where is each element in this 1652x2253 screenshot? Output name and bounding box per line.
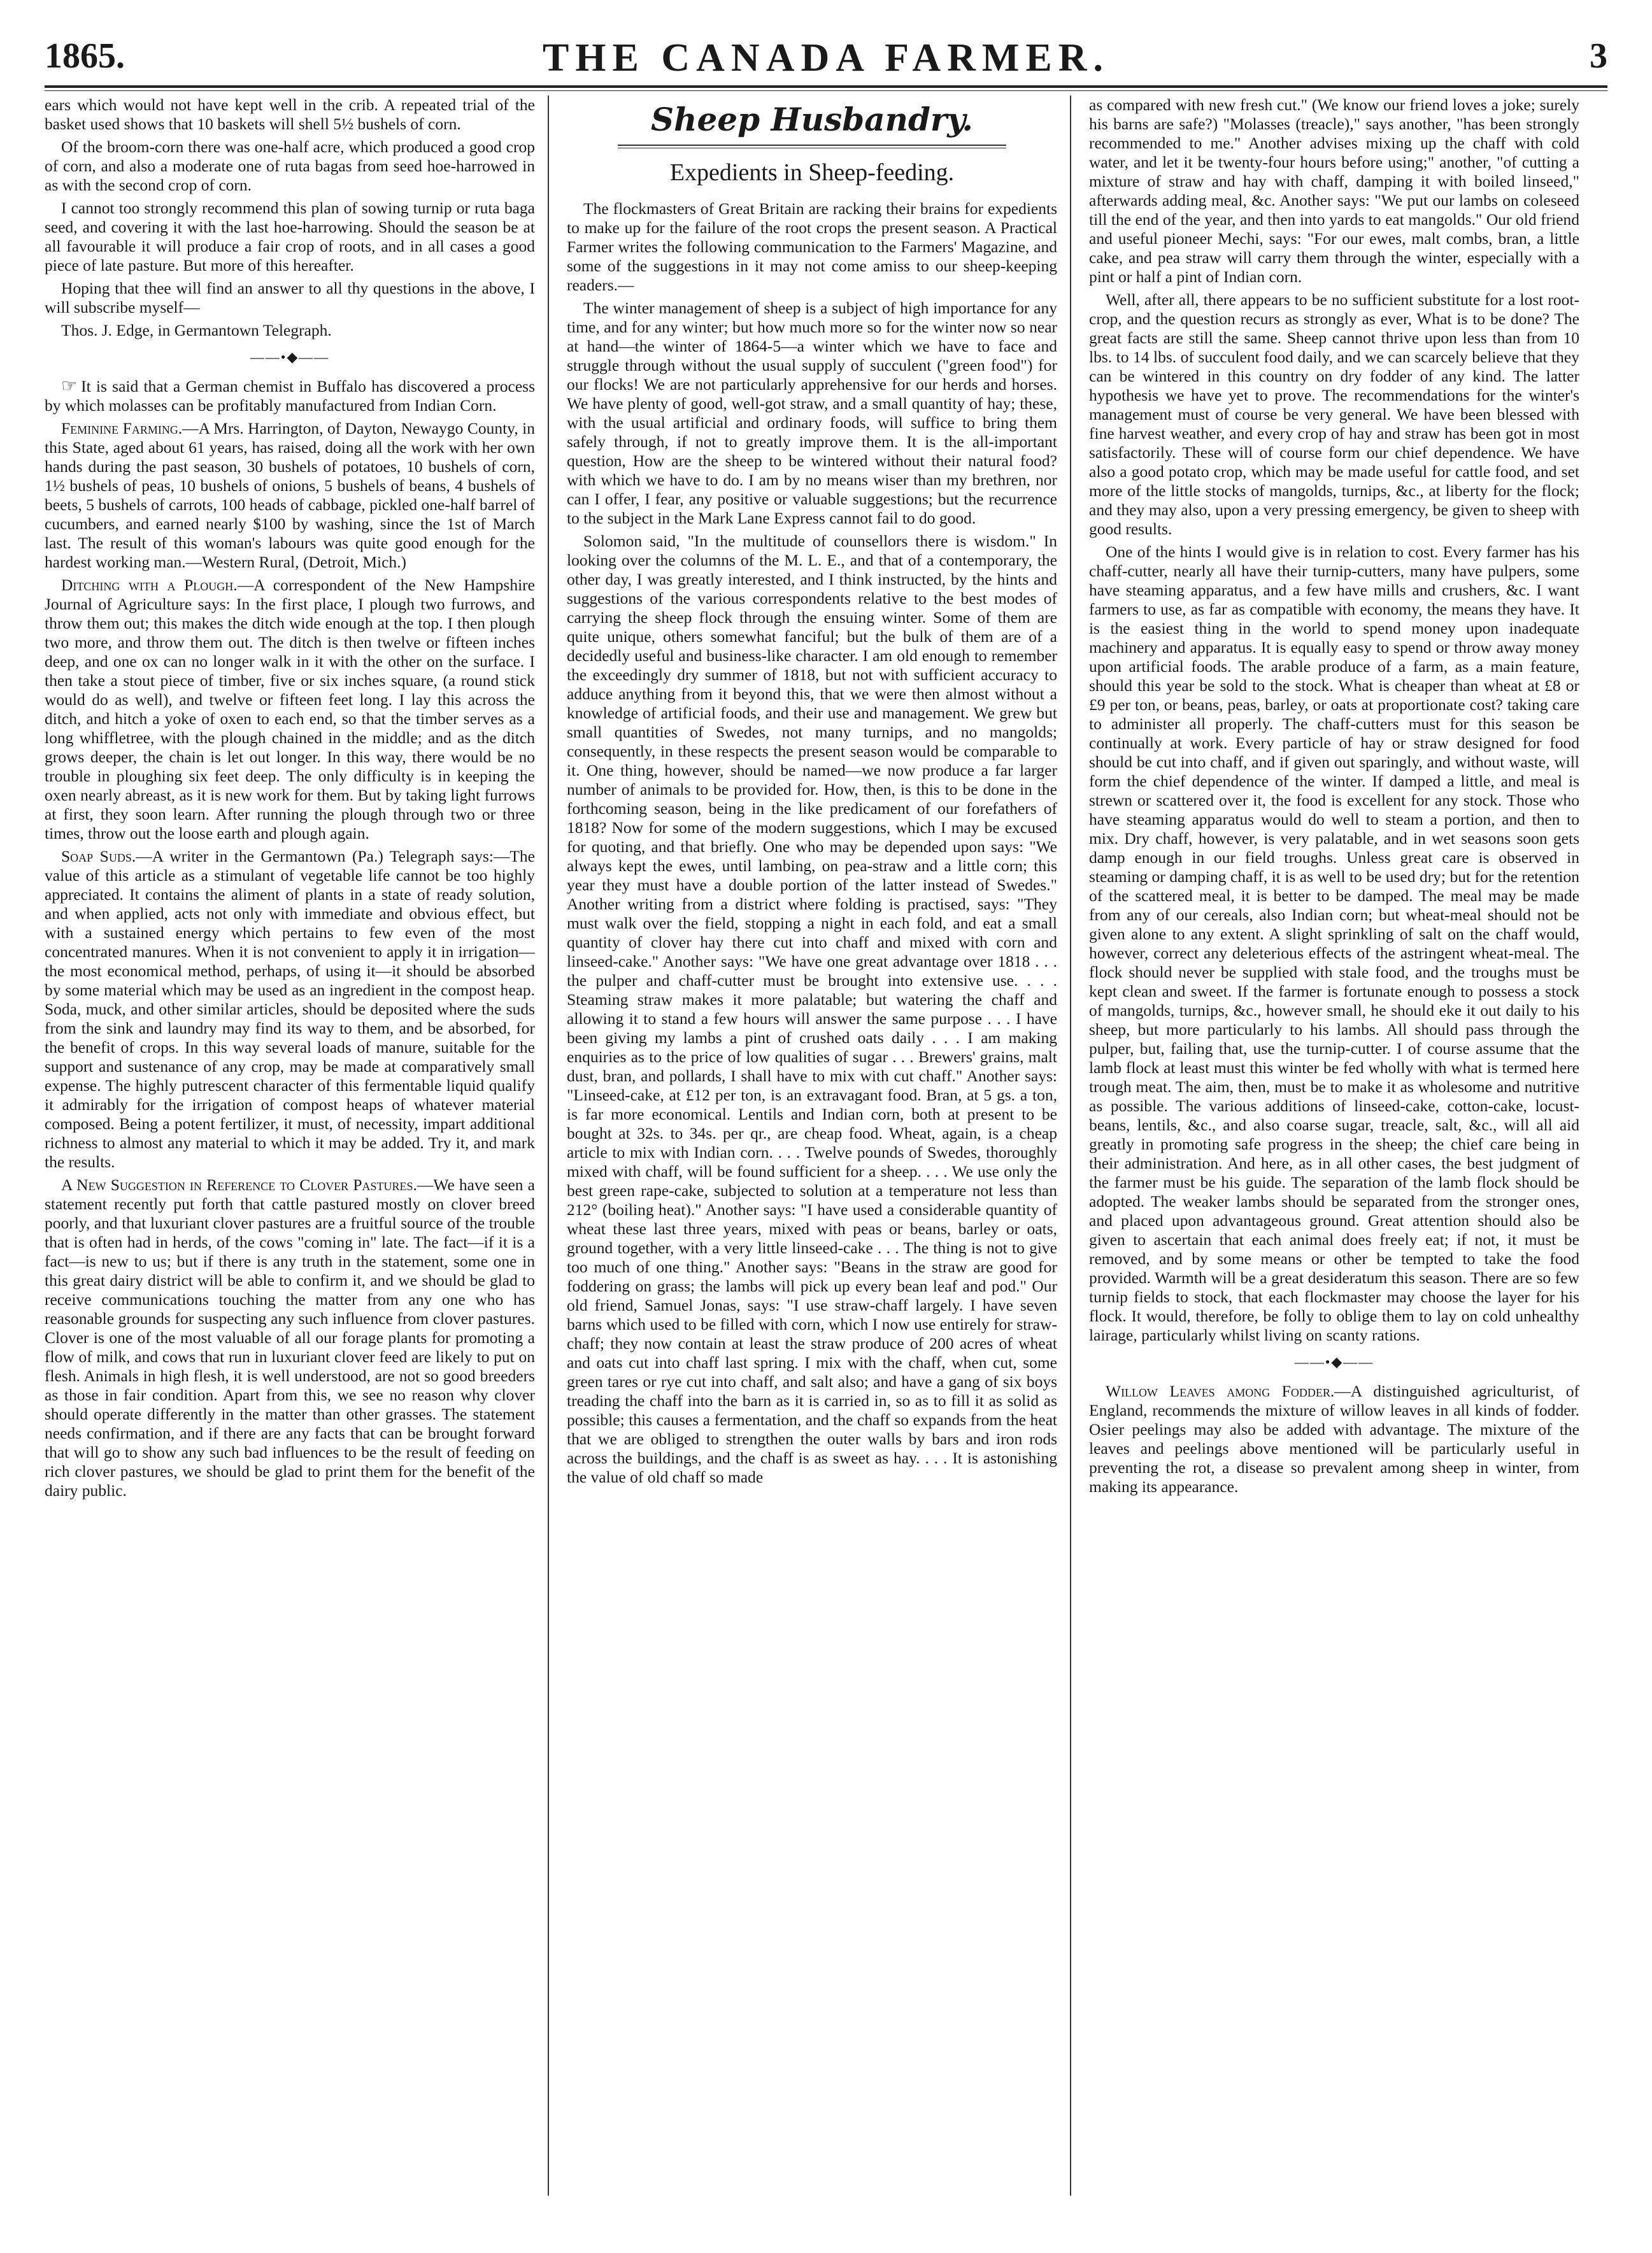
title-rule xyxy=(618,145,1006,148)
paragraph xyxy=(45,419,535,572)
pointing-hand-icon: ☞ xyxy=(61,376,78,396)
page-header xyxy=(45,31,1607,82)
paragraph: Hoping that thee will find an answer to all thy questions in the above, I will subscribe myself— xyxy=(45,279,535,316)
section-title: Sheep Husbandry. xyxy=(651,101,973,138)
paragraph-text: —A distinguished agriculturist, of England, recommends the mixture of willow leaves in all kinds of fodder. Osier peelings may also be added with advantage. The mixture of the leaves and peelings above mentioned will be particularly useful in preventing the rot, a disease so prevalent among sheep in winter, from making its appearance. xyxy=(1089,1382,1579,1496)
paragraph xyxy=(45,847,535,1172)
signature: Thos. J. Edge, in Germantown Telegraph. xyxy=(61,321,332,339)
paragraph: I cannot too strongly recommend this plan of sowing turnip or ruta baga seed, and covering it with the last hoe-harrowing. Should the season be at all favourable it will produce a fair crop of roots, and in all cases a good piece of late pasture. But more of this hereafter. xyxy=(45,199,535,274)
column-2 xyxy=(567,96,1057,2207)
paragraph: The winter management of sheep is a subject of high importance for any time, and for any winter; but how much more so for the winter now so near at hand—the winter of 1864-5—a winter which we have to face and struggle through without the usual supply of succulent ("green food") for our flocks! We are not particularly apprehensive for our herds and horses. We have plenty of good, well-got straw, and a small quantity of hay; these, with the usual artificial and ordinary foods, will suffice to bring them safely through, if not to greatly improve them. It is the all-important question, How are the sheep to be wintered without their natural food? with which we have to do. I am by no means wiser than my brethren, nor can I offer, I fear, any positive or valuable suggestions; but the recurrence to the subject in the Mark Lane Express cannot fail to do good. xyxy=(567,299,1057,527)
paragraph xyxy=(45,576,535,843)
section-separator: ——•◆—— xyxy=(250,349,330,365)
header-rule xyxy=(45,85,1607,91)
paragraph-heading: Ditching with a Plough. xyxy=(61,576,238,594)
paragraph: as compared with new fresh cut." (We know our friend loves a joke; surely his barns are safe?) "Molasses (treacle)," says another, "has been strongly recommended to me." Another advises mixing up the chaff with cold water, and let it be twenty-four hours before using;" another, "of cutting a mixture of straw and hay with chaff, damping it with boiled linseed," afterwards adding meal, &c. Another says: "We put our lambs on coleseed till the end of the year, and then into yards to eat mangolds." Our old friend and useful pioneer Mechi, says: "For our ewes, malt combs, bran, a little cake, and pea straw will carry them through the winter, especially with a pint or half a pint of Indian corn. xyxy=(1089,96,1579,286)
header-title: THE CANADA FARMER. xyxy=(542,36,1110,80)
column-divider xyxy=(548,96,549,2196)
header-year: 1865. xyxy=(45,36,125,76)
paragraph: Solomon said, "In the multitude of counsellors there is wisdom." In looking over the columns of the M. L. E., and that of a contemporary, the other day, I was greatly interested, and I think instructed, by the hints and suggestions of the various correspondents relative to the best modes of carrying the sheep flock through the ensuing winter. Some of them are quite unique, others somewhat fanciful; but the bulk of them are of a decidedly useful and business-like character. I am old enough to remember the exceedingly dry summer of 1818, but not with sufficient accuracy to adduce anything from it beyond this, that we were then almost without a knowledge of artificial foods, and their use and management. We grew but small quantities of Swedes, not many turnips, and no mangolds; consequently, in these respects the present season would be comparable to it. One thing, however, should be named—we now produce a far larger number of animals to be provided for. How, then, is this to be done in the forthcoming season, being in the like predicament of our forefathers of 1818? Now for some of the modern suggestions, which I may be excused for quoting, and that briefly. One who may be depended upon says: "We always kept the ewes, until lambing, on pea-straw and a little corn; this year they must have a double portion of the latter instead of Swedes." Another writing from a district where folding is practised, says: "They must walk over the field, stopping a night in each fold, and eat a small quantity of clover hay there cut into chaff and mixed with corn and linseed-cake." Another says: "We have one great advantage over 1818 . . . the pulper and chaff-cutter must be brought into extensive use. . . . Steaming straw makes it more palatable; but watering the chaff and allowing it to stand a few hours will answer the same purpose . . . I have been giving my lambs a pint of crushed oats daily . . . I am making enquiries as to the price of low qualities of sugar . . . Brewers' grains, malt dust, bran, and pollards, I shall have to mix with cut chaff." Another says: "Linseed-cake, at £12 per ton, is an extravagant food. Bran, at 5 gs. a ton, is far more economical. Lentils and Indian corn, both at present to be bought at 32s. to 34s. per qr., are cheap food. Wheat, again, is a cheap article to mix with Indian corn. . . . Twelve pounds of Swedes, thoroughly mixed with chaff, will be found sufficient for a sheep. . . . We use only the best green rape-cake, subjected to solution at a temperature not less than 212° (boiling heat)." Another says: "I have used a considerable quantity of wheat these last three years, mixed with peas or beans, barley or oats, ground together, with a very little linseed-cake . . . The thing is not to give too much of one thing." Another says: "Beans in the straw are good for foddering on grass; the lambs will pick up every bean leaf and pod." Our old friend, Samuel Jonas, says: "I use straw-chaff largely. I have seven barns which used to be filled with corn, which I now use entirely for straw-chaff; they now contain at least the straw produce of 200 acres of wheat and oats cut into chaff last spring. I mix with the chaff, when cut, some green tares or rye cut into chaff, and salt also; and have a gang of six boys treading the chaff into the barn as it is carried in, so as to fill it as solid as possible; this causes a fermentation, and the chaff so expands from the heat that we are obliged to strengthen the outer walls by bars and iron rods across the buildings, and the chaff is as sweet as hay. . . . It is astonishing the value of old chaff so made xyxy=(567,532,1057,1486)
paragraph-text: —A correspondent of the New Hampshire Journal of Agriculture says: In the first place, I plough two furrows, and throw them out; this makes the ditch wide enough at the top. I then plough two more, and throw them out. The ditch is then twelve or fifteen inches deep, and one ox can no longer walk in it with the other on the surface. I then take a stout piece of timber, five or six inches square, (a round stick would do as well), and twelve or fifteen feet long. I lay this across the ditch, and hitch a yoke of oxen to each end, so that the timber serves as a long whiffletree, with the plough chained in the middle; and as the ditch grows deeper, the chain is let out longer. In this way, there would be no trouble in ploughing six feet deep. The only difficulty is in keeping the oxen nearly abreast, as it is new work for them. But by taking light furrows at first, they soon learn. After running the plough through two or three times, throw out the loose earth and plough again. xyxy=(45,576,535,842)
paragraph-heading: A New Suggestion in Reference to Clover Pastures. xyxy=(61,1176,417,1194)
paragraph-text: —A writer in the Germantown (Pa.) Telegraph says:—The value of this article as a stimulant of vegetable life cannot be too highly appreciated. It contains the aliment of plants in a state of ready solution, and when applied, acts not only with immediate and obvious effect, but with a sustained energy which pertains to few even of the most concentrated manures. When it is not convenient to apply it in irrigation—the most economical method, perhaps, of using it—it should be absorbed by some material which may be used as an ingredient in the compost heap. Soda, muck, and other similar articles, should be deposited where the suds from the sink and laundry may find its way to them, and be absorbed, for the benefit of crops. In this way several loads of manure, suitable for the support and sustenance of any crop, may be made at comparatively small expense. The highly putrescent character of this fermentable liquid qualify it admirably for the irrigation of compost heaps of whatever material composed. Being a potent fertilizer, it must, of necessity, impart additional richness to almost any material to which it may be added. Try it, and mark the results. xyxy=(45,847,535,1171)
paragraph xyxy=(45,377,535,415)
paragraph: Well, after all, there appears to be no sufficient substitute for a lost root-crop, and the question recurs as strongly as ever, What is to be done? The great facts are still the same. Sheep cannot thrive upon less than from 10 lbs. to 14 lbs. of succulent food daily, and we can scarcely believe that they can be wintered in this country on dry fodder of any kind. The latter hypothesis we have yet to prove. The recommendations for the winter's management must of course be very general. We have been blessed with fine harvest weather, and every crop of hay and straw has been got in most satisfactorily. These will of course form our chief dependence. We have also a good potato crop, which may be made useful for cattle food, and set more of the little stocks of mangolds, turnips, &c., at liberty for the flock; and they may also, upon a very pressing emergency, be given to sheep with good results. xyxy=(1089,290,1579,538)
paragraph-text: —A Mrs. Harrington, of Dayton, Newaygo County, in this State, aged about 61 years, has raised, doing all the work with her own hands during the past season, 30 bushels of potatoes, 10 bushels of corn, 1½ bushels of peas, 10 bushels of onions, 5 bushels of beans, 4 bushels of beets, 5 bushels of carrots, 100 heads of cabbage, pickled one-half barrel of cucumbers, and earned nearly $100 by washing, since the 1st of March last. The result of this woman's labours was quite good enough for the hardest working man.—Western Rural, (Detroit, Mich.) xyxy=(45,419,535,571)
paragraph: ears which would not have kept well in the crib. A repeated trial of the basket used shows that 10 baskets will shell 5½ bushels of corn. xyxy=(45,96,535,133)
paragraph-text: —We have seen a statement recently put forth that cattle pastured mostly on clover breed poorly, and that luxuriant clover pastures are a fruitful source of the trouble that is often had in herds, of the cows "coming in" late. The fact—if it is a fact—is new to us; but if there is any truth in the statement, some one in this great dairy district will be able to confirm it, and we should be glad to receive communications touching the matter from any one who has reasonable grounds for suspecting any such influence from clover pastures. Clover is one of the most valuable of all our forage plants for promoting a flow of milk, and cows that run in luxuriant clover feed are likely to put on flesh. Animals in high flesh, it is well understood, are not so good breeders as those in fair condition. Apart from this, we see no reason why clover should operate differently in the matter than other grasses. The statement needs confirmation, and if there are any facts that can be brought forward that will go to show any such bad influences to be the result of feeding on rich clover pastures, we should be glad to print them for the benefit of the dairy public. xyxy=(45,1176,535,1500)
paragraph-heading: Feminine Farming. xyxy=(61,419,183,437)
paragraph-text: It is said that a German chemist in Buffalo has discovered a process by which molasses can be profitably manufactured from Indian Corn. xyxy=(45,377,535,415)
column-divider xyxy=(1070,96,1071,2196)
section-separator: ——•◆—— xyxy=(1294,1354,1374,1370)
column-1 xyxy=(45,96,535,2207)
paragraph: The flockmasters of Great Britain are racking their brains for expedients to make up for the failure of the root crops the present season. A Practical Farmer writes the following communication to the Farmers' Magazine, and some of the suggestions in it may not come amiss to our sheep-keeping readers.— xyxy=(567,199,1057,294)
paragraph-heading: Soap Suds. xyxy=(61,847,136,865)
paragraph xyxy=(45,1176,535,1500)
column-3 xyxy=(1089,96,1579,2207)
article-title: Expedients in Sheep-feeding. xyxy=(669,159,955,186)
paragraph-heading: Willow Leaves among Fodder. xyxy=(1106,1382,1335,1400)
paragraph: Of the broom-corn there was one-half acre, which produced a good crop of corn, and also a moderate one of ruta bagas from seed hoe-harrowed in as with the second crop of corn. xyxy=(45,138,535,194)
paragraph: One of the hints I would give is in relation to cost. Every farmer has his chaff-cutter, nearly all have their turnip-cutters, many have pulpers, some have steaming apparatus, and a few have mills and crushers, &c. I want farmers to use, as far as compatible with economy, the means they have. It is the easiest thing in the world to spend money upon inadequate machinery and apparatus. It is equally easy to spend or throw away money upon artificial foods. The arable produce of a farm, as a main feature, should this year be sold to the stock. What is cheaper than wheat at £8 or £9 per ton, or beans, peas, barley, or oats at proportionate cost? taking care to administer all properly. The chaff-cutters must for this season be continually at work. Every particle of hay or straw designed for food should be cut into chaff, and if given out sparingly, and without waste, will form the chief dependence of the winter. If damped a little, and meal is strewn or scattered over it, the food is excellent for any stock. Those who have steaming apparatus would do well to steam a portion, and then to mix. Dry chaff, however, is very palatable, and in wet seasons soon gets damp enough in our field troughs. Unless great care is observed in steaming or damping chaff, it is as well to be used dry; but for the retention of the scattered meal, it is better to be damped. The meal may be made from any of our cereals, also Indian corn; but wheat-meal should not be given alone to any extent. A slight sprinkling of salt on the chaff would, however, correct any deleterious effects of the astringent wheat-meal. The flock should never be supplied with stale food, and the troughs must be kept clean and sweet. If the farmer is fortunate enough to possess a stock of mangolds, turnips, &c., however small, he should eke it out daily to his sheep, but more particularly to his lambs. All should pass through the pulper, but, failing that, use the turnip-cutter. I of course assume that the lamb flock at least must this winter be fed wholly with what is termed here trough meat. The aim, then, must be to make it as wholesome and nutritive as possible. The various additions of linseed-cake, cotton-cake, locust-beans, lentils, &c., and also coarse sugar, treacle, salt, &c., will all aid greatly in promoting safe progress in the sheep; the chief care being in their administration. And here, as in all other cases, the best judgment of the farmer must be his guide. The separation of the lamb flock should be adopted. The weaker lambs should be separated from the stronger ones, and placed upon advantageous ground. Great attention should also be given to ascertain that each animal does freely eat; if not, it must be removed, and by some means or other be tempted to take the food provided. Warmth will be a great desideratum this season. There are so few turnip fields to stock, that each flockmaster may choose the layer for his flock. It would, therefore, be folly to oblige them to lay on cold unhealthy lairage, particularly whilst living on scanty rations. xyxy=(1089,543,1579,1344)
header-page-number: 3 xyxy=(1590,36,1607,76)
paragraph xyxy=(1089,1382,1579,1496)
